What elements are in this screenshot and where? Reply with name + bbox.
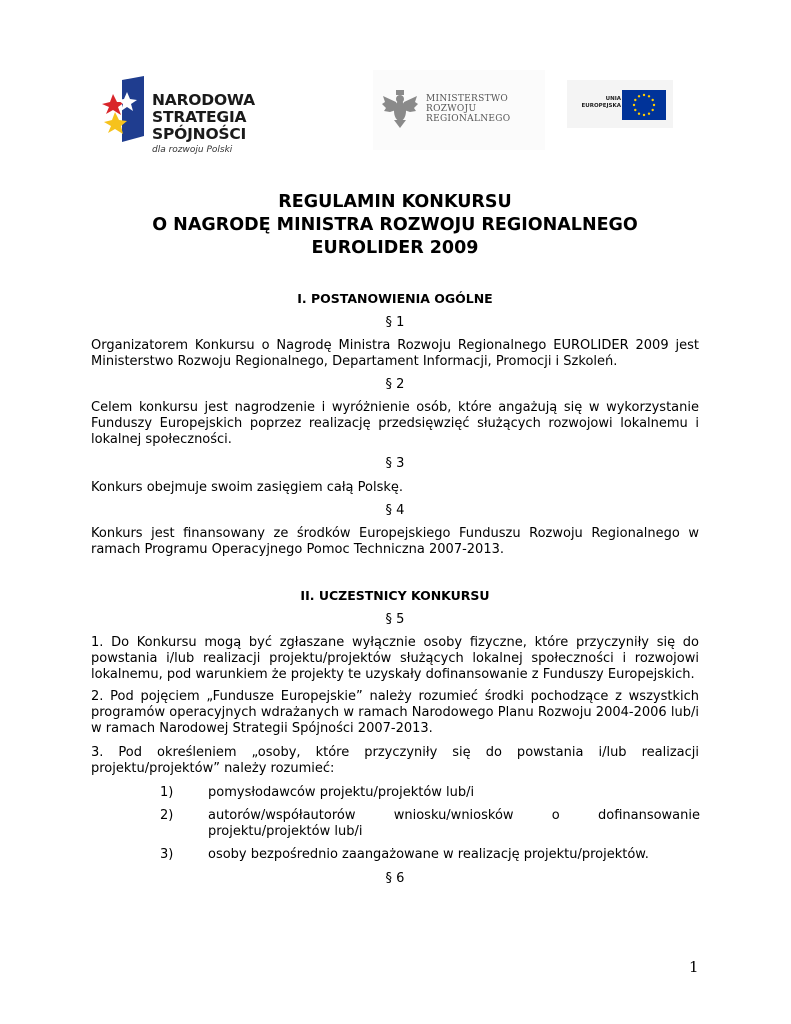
nss-emblem-icon — [100, 76, 150, 148]
title-line1: REGULAMIN KONKURSU — [278, 192, 512, 212]
list-item-number: 3) — [160, 847, 174, 862]
eu-logo — [567, 80, 673, 128]
logo-bar — [0, 70, 791, 160]
paragraph-mark: § 6 — [385, 871, 405, 886]
paragraph-mark: § 2 — [385, 377, 405, 392]
section-heading: I. POSTANOWIENIA OGÓLNE — [297, 291, 493, 306]
list-item-number: 2) — [160, 808, 174, 823]
ministry-logo-line2: ROZWOJU — [426, 104, 477, 114]
nss-logo — [100, 76, 340, 155]
title-line3: EUROLIDER 2009 — [311, 238, 479, 258]
ministry-logo — [373, 70, 545, 150]
list-item-text: osoby bezpośrednio zaangażowane w realizację projektu/projektów. — [208, 847, 649, 862]
section-heading: II. UCZESTNICY KONKURSU — [300, 588, 490, 603]
paragraph-text: 1. Do Konkursu mogą być zgłaszane wyłącznie osoby fizyczne, które przyczyniły się do powstania i/lub realizacji projektu/projektów służących lokalnej społeczności i rozwojowi lokalnemu, pod warunkiem że projekty te uzyskały dofinansowanie z Funduszy Europejskich. — [91, 635, 699, 682]
paragraph-text: Konkurs obejmuje swoim zasięgiem całą Polskę. — [91, 480, 404, 495]
nss-logo-line3: dla rozwoju Polski — [152, 145, 233, 155]
paragraph-mark: § 1 — [385, 315, 405, 330]
nss-logo-line1: NARODOWA — [152, 91, 255, 109]
paragraph-text: Organizatorem Konkursu o Nagrodę Ministra Rozwoju Regionalnego EUROLIDER 2009 jest Ministerstwo Rozwoju Regionalnego, Departament Informacji, Promocji i Szkoleń. — [91, 338, 699, 369]
eu-logo-line2: EUROPEJSKA — [581, 103, 621, 109]
page-number: 1 — [689, 958, 699, 976]
list-item-text: autorów/współautorów wniosku/wniosków o dofinansowanie projektu/projektów lub/i — [208, 808, 700, 839]
paragraph-text: 3. Pod określeniem „osoby, które przyczyniły się do powstania i/lub realizacji projektu/projektów” należy rozumieć: — [91, 745, 699, 776]
title-line2: O NAGRODĘ MINISTRA ROZWOJU REGIONALNEGO — [152, 215, 638, 235]
eu-flag-icon — [622, 90, 666, 120]
ministry-logo-line1: MINISTERSTWO — [426, 94, 509, 104]
list-item-number: 1) — [160, 785, 174, 800]
ministry-logo-line3: REGIONALNEGO — [426, 114, 511, 124]
nss-logo-line2: STRATEGIA SPÓJNOŚCI — [152, 108, 247, 143]
paragraph-text: Celem konkursu jest nagrodzenie i wyróżnienie osób, które angażują się w wykorzystanie Funduszy Europejskich poprzez realizację przedsięwzięć służących rozwojowi lokalnemu i lokalnej społeczności. — [91, 400, 699, 447]
list-item-text: pomysłodawców projektu/projektów lub/i — [208, 785, 475, 800]
paragraph-text: 2. Pod pojęciem „Fundusze Europejskie” należy rozumieć środki pochodzące z wszystkich programów operacyjnych wdrażanych w ramach Narodowego Planu Rozwoju 2004-2006 lub/i w ramach Narodowej Strategii Spójności 2007-2013. — [91, 689, 699, 736]
paragraph-mark: § 5 — [385, 612, 405, 627]
eu-logo-line1: UNIA — [605, 96, 621, 102]
paragraph-text: Konkurs jest finansowany ze środków Europejskiego Funduszu Rozwoju Regionalnego w ramach Programu Operacyjnego Pomoc Techniczna 2007-2013. — [91, 526, 699, 557]
paragraph-mark: § 3 — [385, 456, 405, 471]
document-title — [91, 191, 699, 260]
polish-eagle-icon — [381, 88, 419, 130]
paragraph-mark: § 4 — [385, 503, 405, 518]
